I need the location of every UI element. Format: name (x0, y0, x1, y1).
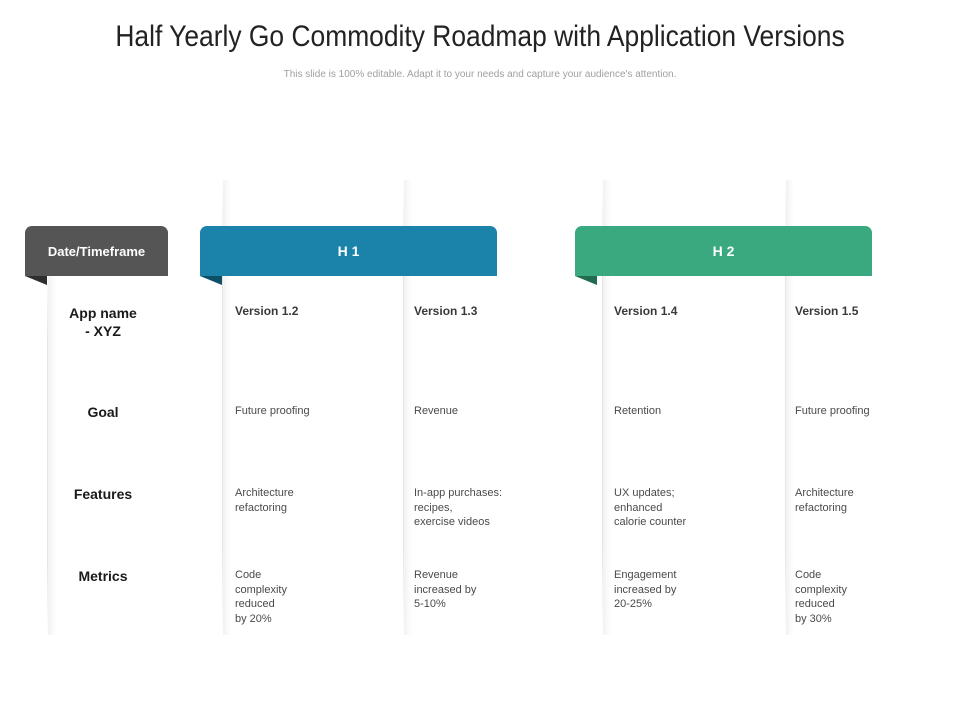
page-title: Half Yearly Go Commodity Roadmap with Application Versions (115, 20, 845, 53)
metrics-cell: Code complexity reduced by 20% (235, 569, 287, 625)
metrics-cell: Code complexity reduced by 30% (795, 569, 847, 625)
features-cell: UX updates; enhanced calorie counter (614, 487, 687, 528)
goal-cell: Revenue (414, 405, 459, 417)
row-label-features: Features (73, 486, 133, 502)
row-label-metrics: Metrics (78, 568, 128, 584)
goal-cell: Future proofing (235, 405, 310, 417)
h2-header: H 2 (575, 226, 872, 276)
goal-cell: Retention (614, 405, 662, 417)
metrics-cell: Revenue increased by 5-10% (414, 569, 477, 610)
page-subtitle: This slide is 100% editable. Adapt it to your needs and capture your audience's attention. (283, 69, 677, 80)
row-label-app-name: App name - XYZ (69, 305, 137, 339)
version-1-2: Version 1.2 (235, 304, 299, 318)
version-1-3: Version 1.3 (414, 304, 478, 318)
h1-header: H 1 (200, 226, 497, 276)
row-label-goal: Goal (87, 404, 119, 420)
h2-header-fold (575, 276, 597, 285)
date-timeframe-header: Date/Timeframe (25, 226, 168, 276)
features-cell: Architecture refactoring (795, 487, 854, 514)
metrics-cell: Engagement increased by 20-25% (614, 569, 677, 610)
features-cell: Architecture refactoring (235, 487, 294, 514)
features-cell: In-app purchases: recipes, exercise videos (414, 487, 503, 528)
date-header-fold (25, 276, 47, 285)
version-1-5: Version 1.5 (795, 304, 859, 318)
version-1-4: Version 1.4 (614, 304, 678, 318)
goal-cell: Future proofing (795, 405, 870, 417)
h1-header-fold (200, 276, 222, 285)
